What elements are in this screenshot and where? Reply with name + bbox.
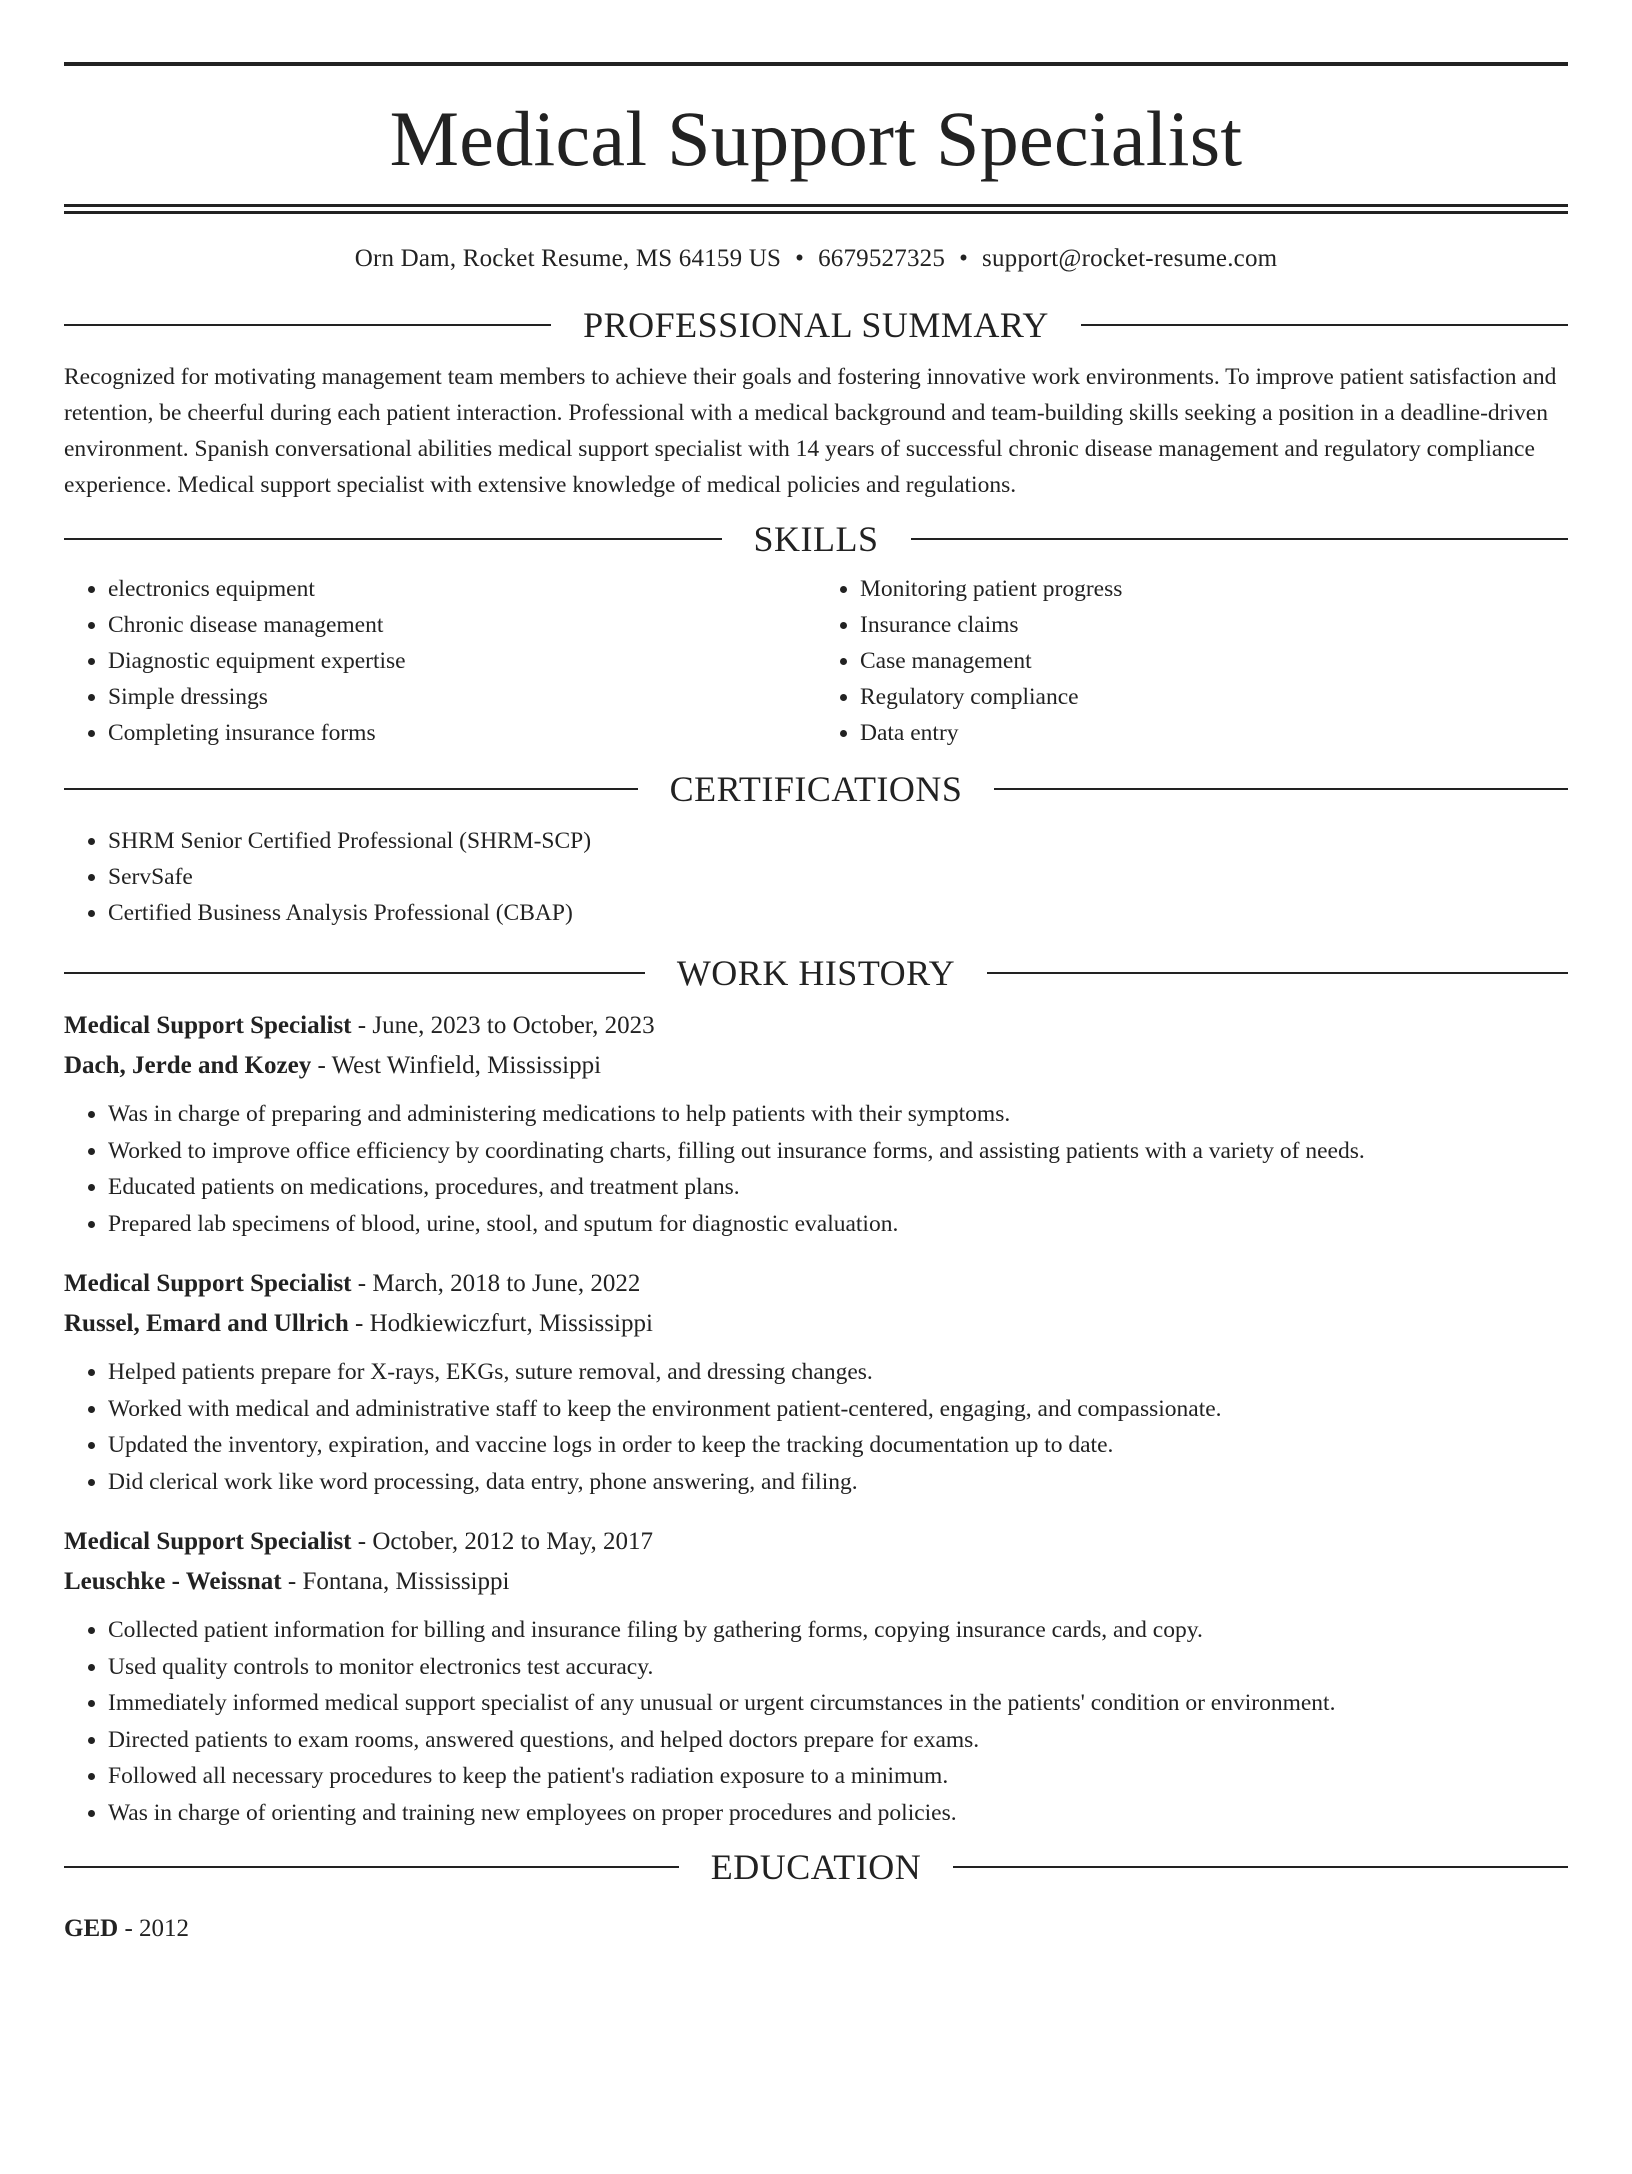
section-heading-work-history bbox=[64, 953, 1568, 993]
header-top-rule bbox=[64, 62, 1568, 66]
job-location: - Fontana, Mississippi bbox=[281, 1568, 510, 1595]
job-bullet: • Prepared lab specimens of blood, urine, stool, and sputum for diagnostic evaluation. bbox=[108, 1206, 1568, 1243]
section-heading-education bbox=[64, 1847, 1568, 1887]
job-title: Medical Support Specialist bbox=[64, 1012, 352, 1039]
section-heading-label: EDUCATION bbox=[710, 1847, 922, 1887]
job-title: Medical Support Specialist bbox=[64, 1528, 352, 1555]
skills-columns bbox=[64, 571, 1568, 751]
job-company-line bbox=[64, 1304, 1568, 1344]
section-heading-label: SKILLS bbox=[753, 519, 879, 559]
education-degree: GED bbox=[64, 1915, 119, 1942]
section-heading-skills bbox=[64, 519, 1568, 559]
certification-item: • ServSafe bbox=[108, 859, 1568, 895]
skill-item: • Data entry bbox=[860, 715, 1568, 751]
job-title-line bbox=[64, 1264, 1568, 1304]
job-entry bbox=[64, 1522, 1568, 1831]
job-bullet: • Helped patients prepare for X-rays, EKGs, suture removal, and dressing changes. bbox=[108, 1354, 1568, 1391]
job-bullets bbox=[64, 1612, 1568, 1831]
job-bullet: • Immediately informed medical support specialist of any unusual or urgent circumstances in the patients' condition or environment. bbox=[108, 1685, 1568, 1722]
job-title-line bbox=[64, 1006, 1568, 1046]
contact-email: support@rocket-resume.com bbox=[982, 245, 1278, 272]
job-company: Russel, Emard and Ullrich bbox=[64, 1310, 349, 1337]
job-entry bbox=[64, 1264, 1568, 1500]
job-bullet: • Followed all necessary procedures to keep the patient's radiation exposure to a minimum. bbox=[108, 1758, 1568, 1795]
job-company-line bbox=[64, 1046, 1568, 1086]
skills-list-left bbox=[64, 571, 816, 751]
candidate-name: Medical Support Specialist bbox=[389, 95, 1243, 182]
job-bullets bbox=[64, 1096, 1568, 1242]
job-bullet: • Worked with medical and administrative staff to keep the environment patient-centered, engaging, and compassionate. bbox=[108, 1391, 1568, 1428]
job-bullet: • Used quality controls to monitor electronics test accuracy. bbox=[108, 1649, 1568, 1686]
contact-separator: • bbox=[959, 245, 969, 272]
section-heading-label: PROFESSIONAL SUMMARY bbox=[583, 305, 1049, 345]
skill-item: • Monitoring patient progress bbox=[860, 571, 1568, 607]
contact-line bbox=[64, 244, 1568, 274]
job-bullet: • Educated patients on medications, procedures, and treatment plans. bbox=[108, 1169, 1568, 1206]
skill-item: • Completing insurance forms bbox=[108, 715, 816, 751]
job-bullets bbox=[64, 1354, 1568, 1500]
job-title-line bbox=[64, 1522, 1568, 1562]
job-dates: - October, 2012 to May, 2017 bbox=[351, 1528, 654, 1555]
job-location: - West Winfield, Mississippi bbox=[311, 1052, 602, 1079]
education-entry bbox=[64, 1909, 1568, 1949]
job-bullet: • Updated the inventory, expiration, and vaccine logs in order to keep the tracking documentation up to date. bbox=[108, 1427, 1568, 1464]
section-heading-label: WORK HISTORY bbox=[676, 953, 956, 993]
header-double-rule bbox=[64, 204, 1568, 214]
education-year: - 2012 bbox=[118, 1915, 190, 1942]
job-dates: - June, 2023 to October, 2023 bbox=[351, 1012, 655, 1039]
contact-phone: 6679527325 bbox=[818, 245, 946, 272]
skill-item: • electronics equipment bbox=[108, 571, 816, 607]
summary-text: Recognized for motivating management team members to achieve their goals and fostering innovative work environments. To improve patient satisfaction and retention, be cheerful during each patient interaction. Professional with a medical background and team-building skills seeking a position in a deadline-driven environment. Spanish conversational abilities medical support specialist with 14 years of successful chronic disease management and regulatory compliance experience. Medical support specialist with extensive knowledge of medical policies and regulations. bbox=[64, 364, 1557, 498]
job-bullet: • Was in charge of preparing and administering medications to help patients with their symptoms. bbox=[108, 1096, 1568, 1133]
skill-item: • Chronic disease management bbox=[108, 607, 816, 643]
skill-item: • Case management bbox=[860, 643, 1568, 679]
job-location: - Hodkiewiczfurt, Mississippi bbox=[348, 1310, 653, 1337]
job-bullet: • Did clerical work like word processing, data entry, phone answering, and filing. bbox=[108, 1464, 1568, 1501]
resume-page bbox=[0, 62, 1632, 2174]
job-bullet: • Directed patients to exam rooms, answered questions, and helped doctors prepare for exams. bbox=[108, 1722, 1568, 1759]
skill-item: • Regulatory compliance bbox=[860, 679, 1568, 715]
job-entry bbox=[64, 1006, 1568, 1242]
section-heading-label: CERTIFICATIONS bbox=[669, 769, 963, 809]
contact-address: Orn Dam, Rocket Resume, MS 64159 US bbox=[354, 245, 782, 272]
certification-item: • SHRM Senior Certified Professional (SHRM-SCP) bbox=[108, 823, 1568, 859]
job-company-line bbox=[64, 1562, 1568, 1602]
skill-item: • Insurance claims bbox=[860, 607, 1568, 643]
contact-separator: • bbox=[795, 245, 805, 272]
job-dates: - March, 2018 to June, 2022 bbox=[351, 1270, 641, 1297]
job-company: Dach, Jerde and Kozey bbox=[64, 1052, 312, 1079]
certification-item: • Certified Business Analysis Professional (CBAP) bbox=[108, 895, 1568, 931]
job-bullet: • Worked to improve office efficiency by coordinating charts, filling out insurance forms, and assisting patients with a variety of needs. bbox=[108, 1133, 1568, 1170]
job-company: Leuschke - Weissnat bbox=[64, 1568, 282, 1595]
skill-item: • Diagnostic equipment expertise bbox=[108, 643, 816, 679]
section-heading-certifications bbox=[64, 769, 1568, 809]
skill-item: • Simple dressings bbox=[108, 679, 816, 715]
job-title: Medical Support Specialist bbox=[64, 1270, 352, 1297]
job-bullet: • Was in charge of orienting and training new employees on proper procedures and policies. bbox=[108, 1795, 1568, 1832]
section-heading-summary bbox=[64, 305, 1568, 345]
certifications-list bbox=[64, 823, 1568, 931]
job-bullet: • Collected patient information for billing and insurance filing by gathering forms, copying insurance cards, and copy. bbox=[108, 1612, 1568, 1649]
skills-list-right bbox=[816, 571, 1568, 751]
